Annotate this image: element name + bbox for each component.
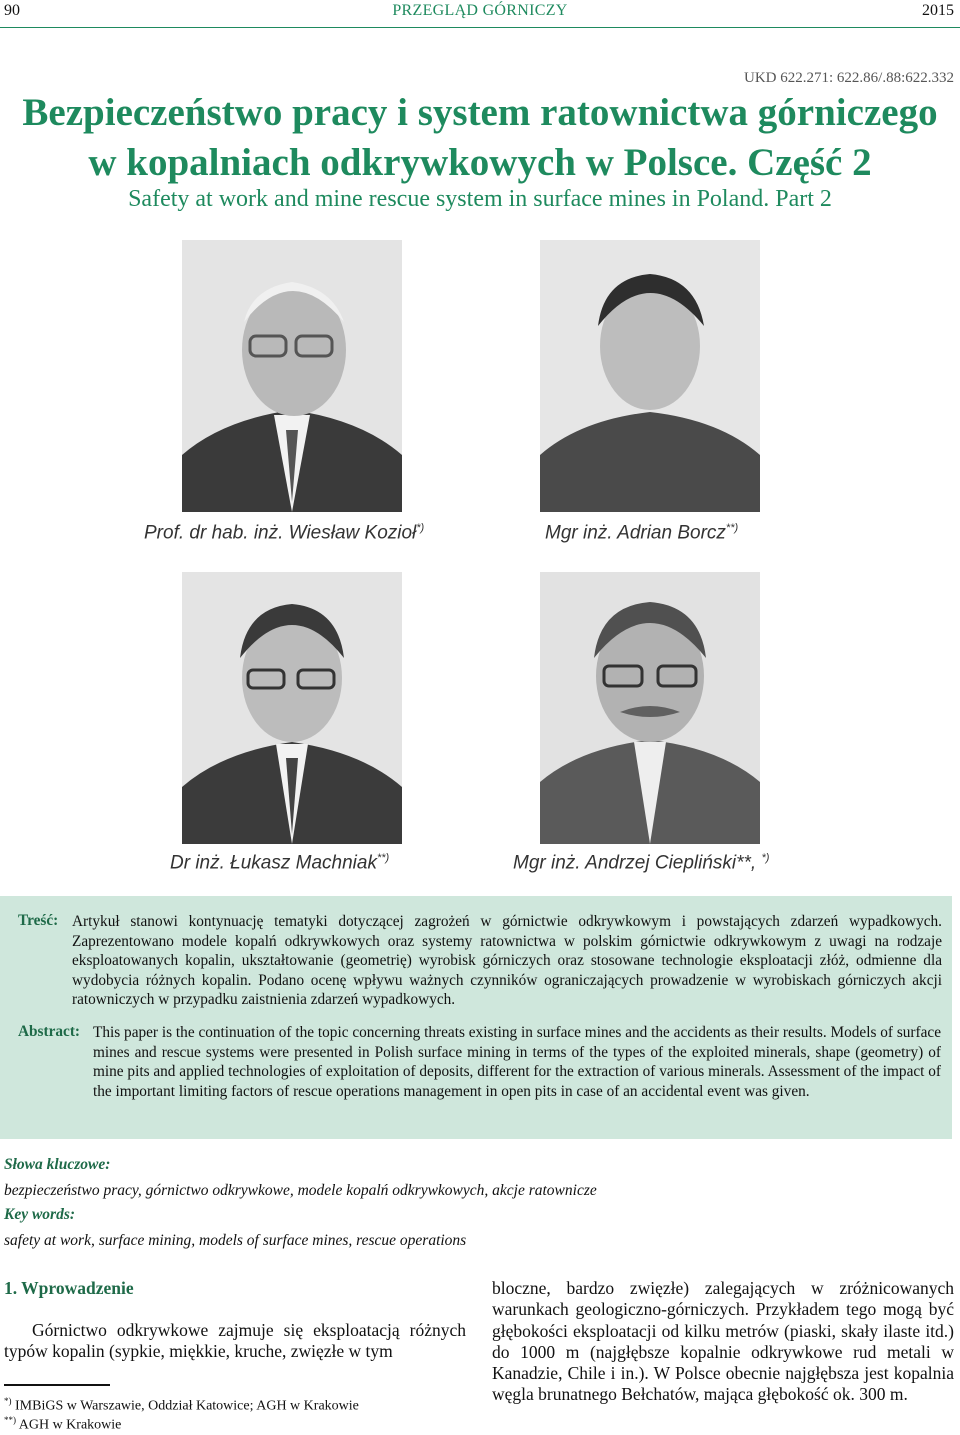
footnote-text: IMBiGS w Warszawie, Oddział Katowice; AGH w Krakowie — [15, 1398, 359, 1414]
footnote-mark: **) — [4, 1415, 16, 1425]
title-line-1: Bezpieczeństwo pracy i system ratownictwa górniczego — [22, 91, 938, 134]
journal-year: 2015 — [922, 2, 954, 19]
portrait-illustration — [182, 572, 402, 844]
author-name-text: Dr inż. Łukasz Machniak — [170, 852, 377, 874]
author-name-text: Prof. dr hab. inż. Wiesław Kozioł — [144, 522, 417, 544]
portrait-illustration — [540, 572, 760, 844]
page-number: 90 — [4, 2, 20, 19]
author-photo-borcz — [540, 240, 760, 512]
keywords-en-label: Key words: — [4, 1206, 76, 1223]
footnote-rule — [4, 1384, 110, 1386]
author-name-cieplinski — [513, 852, 769, 874]
article-title-polish — [0, 88, 960, 188]
author-name-text: Mgr inż. Adrian Borcz — [545, 522, 726, 544]
author-affiliation-mark: *) — [416, 522, 425, 534]
footnote-text: AGH w Krakowie — [18, 1417, 122, 1433]
keywords-pl-label: Słowa kluczowe: — [4, 1156, 111, 1173]
author-name-koziol — [144, 522, 424, 544]
author-name-borcz — [545, 522, 738, 544]
ukd-classification: UKD 622.271: 622.86/.88:622.332 — [744, 70, 954, 86]
keywords-pl-text: bezpieczeństwo pracy, górnictwo odkrywkowe, modele kopalń odkrywkowych, akcje ratownicze — [4, 1182, 597, 1199]
abstract-text: This paper is the continuation of the topic concerning threats existing in surface mines and the accidents as their results. Models of surface mines and rescue systems were presented in Polish surface mining in terms of the types of the exploited minerals, shape (geometry) of mine pits and applied technologies of exploitation of deposits, different for the extraction of various minerals. Assessment of the impact of the important limiting factors of rescue operations management in open pits in case of an accidental event was given. — [93, 1024, 941, 1100]
portrait-illustration — [182, 240, 402, 512]
author-name-machniak — [170, 852, 389, 874]
abstract-label: Abstract: — [18, 1023, 81, 1040]
author-affiliation-mark: **) — [725, 522, 739, 534]
journal-title: PRZEGLĄD GÓRNICZY — [392, 2, 568, 19]
title-line-2: w kopalniach odkrywkowych w Polsce. Część 2 — [88, 141, 872, 184]
portrait-illustration — [540, 240, 760, 512]
article-title-english: Safety at work and mine rescue system in surface mines in Poland. Part 2 — [128, 186, 832, 212]
section-heading: 1. Wprowadzenie — [4, 1278, 134, 1298]
author-affiliation-mark: *) — [761, 852, 770, 864]
footnote-2 — [4, 1411, 121, 1435]
author-affiliation-mark: **) — [376, 852, 390, 864]
keywords-en-text: safety at work, surface mining, models of surface mines, rescue operations — [4, 1232, 467, 1249]
body-right-column: bloczne, bardzo zwięzłe) zalegających w zróżnicowanych warunkach geologiczno-górniczych. Przykładem tego mogą być głębokości eksploatacji od kilku metrów (piaski, skały ilaste itd.) do 1000 m (najgłębsze kopalnie odkrywkowe rud metali w Kanadzie, Chile i in.). W Polsce obecnie najgłębsza jest kopalnia węgla brunatnego Bełchatów, mająca głębokość ok. 300 m. — [492, 1278, 954, 1405]
tresc-label: Treść: — [18, 912, 59, 929]
tresc-text: Artykuł stanowi kontynuację tematyki dotyczącej zagrożeń w górnictwie odkrywkowym i powstających zdarzeń wypadkowych. Zaprezentowano modele kopalń odkrywkowych oraz systemy ratownictwa w polskim górnictwie odkrywkowym z uwagi na rodzaje eksploatowanych kopalin, ukształtowanie (geometrię) wyrobisk górniczych oraz stosowane technologie eksploatacji złóż, odmienne dla wydobycia różnych kopalin. Podano ocenę wpływu ważnych czynników ograniczających prowadzenie w wyrobiskach górniczych akcji ratowniczych w przypadku zaistnienia zdarzeń wypadkowych. — [72, 913, 942, 1009]
body-left-column: Górnictwo odkrywkowe zajmuje się eksploatacją różnych typów kopalin (sypkie, miękkie, kruche, zwięzłe w tym — [4, 1320, 466, 1362]
footnote-mark: *) — [4, 1396, 12, 1406]
author-name-text: Mgr inż. Andrzej Ciepliński**, — [513, 852, 757, 874]
author-photo-machniak — [182, 572, 402, 844]
author-photo-koziol — [182, 240, 402, 512]
author-photo-cieplinski — [540, 572, 760, 844]
header-rule — [0, 27, 960, 28]
